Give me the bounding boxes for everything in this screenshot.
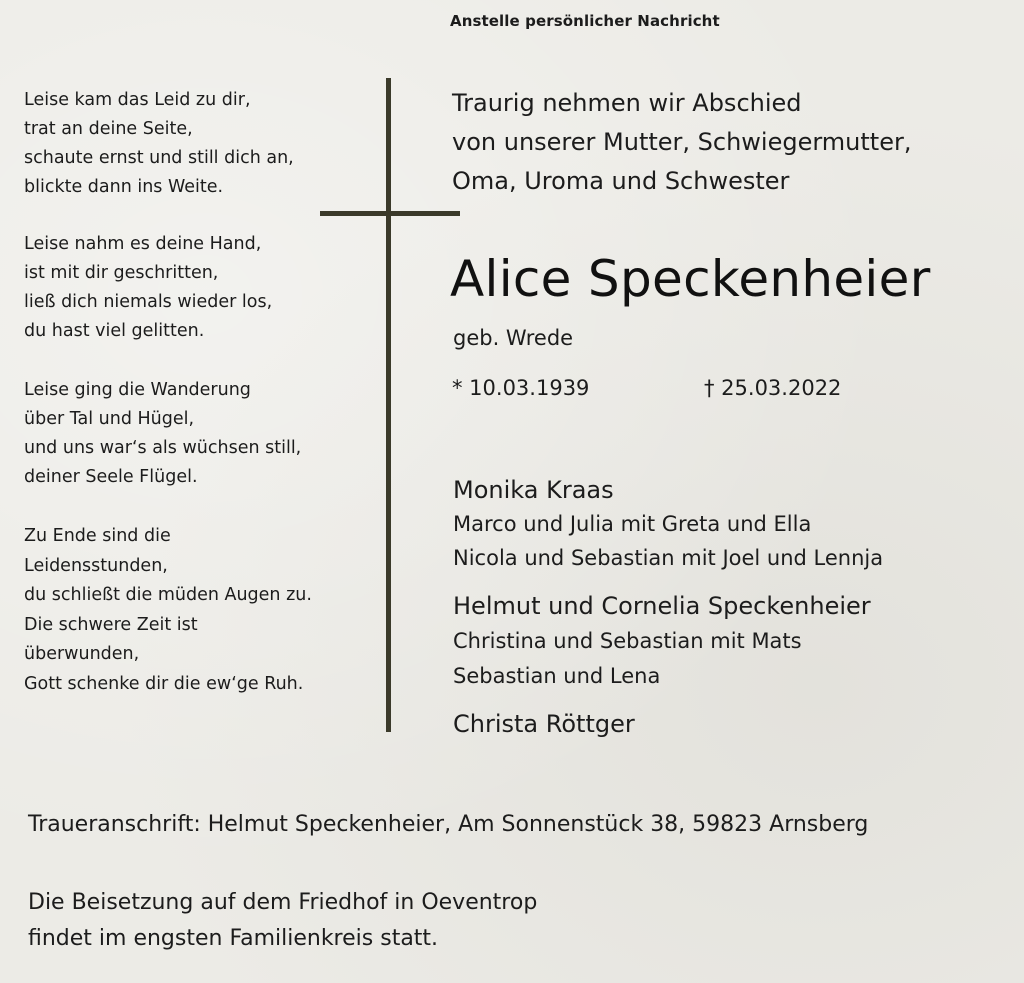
family-group-2-head: Helmut und Cornelia Speckenheier (453, 592, 871, 620)
poem-stanza-2: Leise nahm es deine Hand, ist mit dir geschritten, ließ dich niemals wieder los, du hast viel gelitten. (24, 234, 273, 341)
poem-stanza-1: Leise kam das Leid zu dir, trat an deine Seite, schaute ernst und still dich an, blickte dann ins Weite. (24, 90, 294, 197)
cross-vertical-bar (386, 78, 391, 732)
poem-stanza-4: Zu Ende sind die Leidensstunden, du schließt die müden Augen zu. Die schwere Zeit ist überwunden, Gott schenke dir die ew‘ge Ruh. (24, 526, 312, 694)
family-group-2-line-1: Christina und Sebastian mit Mats (453, 629, 802, 653)
header-note: Anstelle persönlicher Nachricht (450, 12, 720, 30)
family-group-1-line-2: Nicola und Sebastian mit Joel und Lennja (453, 546, 884, 570)
maiden-name: geb. Wrede (453, 326, 574, 350)
family-group-1-head: Monika Kraas (453, 476, 614, 504)
poem-stanza-3: Leise ging die Wanderung über Tal und Hügel, und uns war‘s als wüchsen still, deiner Seele Flügel. (24, 380, 302, 487)
deceased-name: Alice Speckenheier (450, 250, 931, 308)
family-group-1-line-1: Marco und Julia mit Greta und Ella (453, 512, 812, 536)
mourning-address: Traueranschrift: Helmut Speckenheier, Am Sonnenstück 38, 59823 Arnsberg (28, 812, 869, 837)
family-group-3-head: Christa Röttger (453, 710, 635, 738)
cross-horizontal-bar (320, 211, 460, 216)
burial-notice: Die Beisetzung auf dem Friedhof in Oeventrop findet im engsten Familienkreis statt. (28, 890, 538, 951)
death-date: † 25.03.2022 (704, 376, 842, 400)
family-group-2-line-2: Sebastian und Lena (453, 664, 661, 688)
farewell-intro: Traurig nehmen wir Abschied von unserer Mutter, Schwiegermutter, Oma, Uroma und Schwester (452, 89, 912, 195)
birth-date: * 10.03.1939 (452, 376, 590, 400)
